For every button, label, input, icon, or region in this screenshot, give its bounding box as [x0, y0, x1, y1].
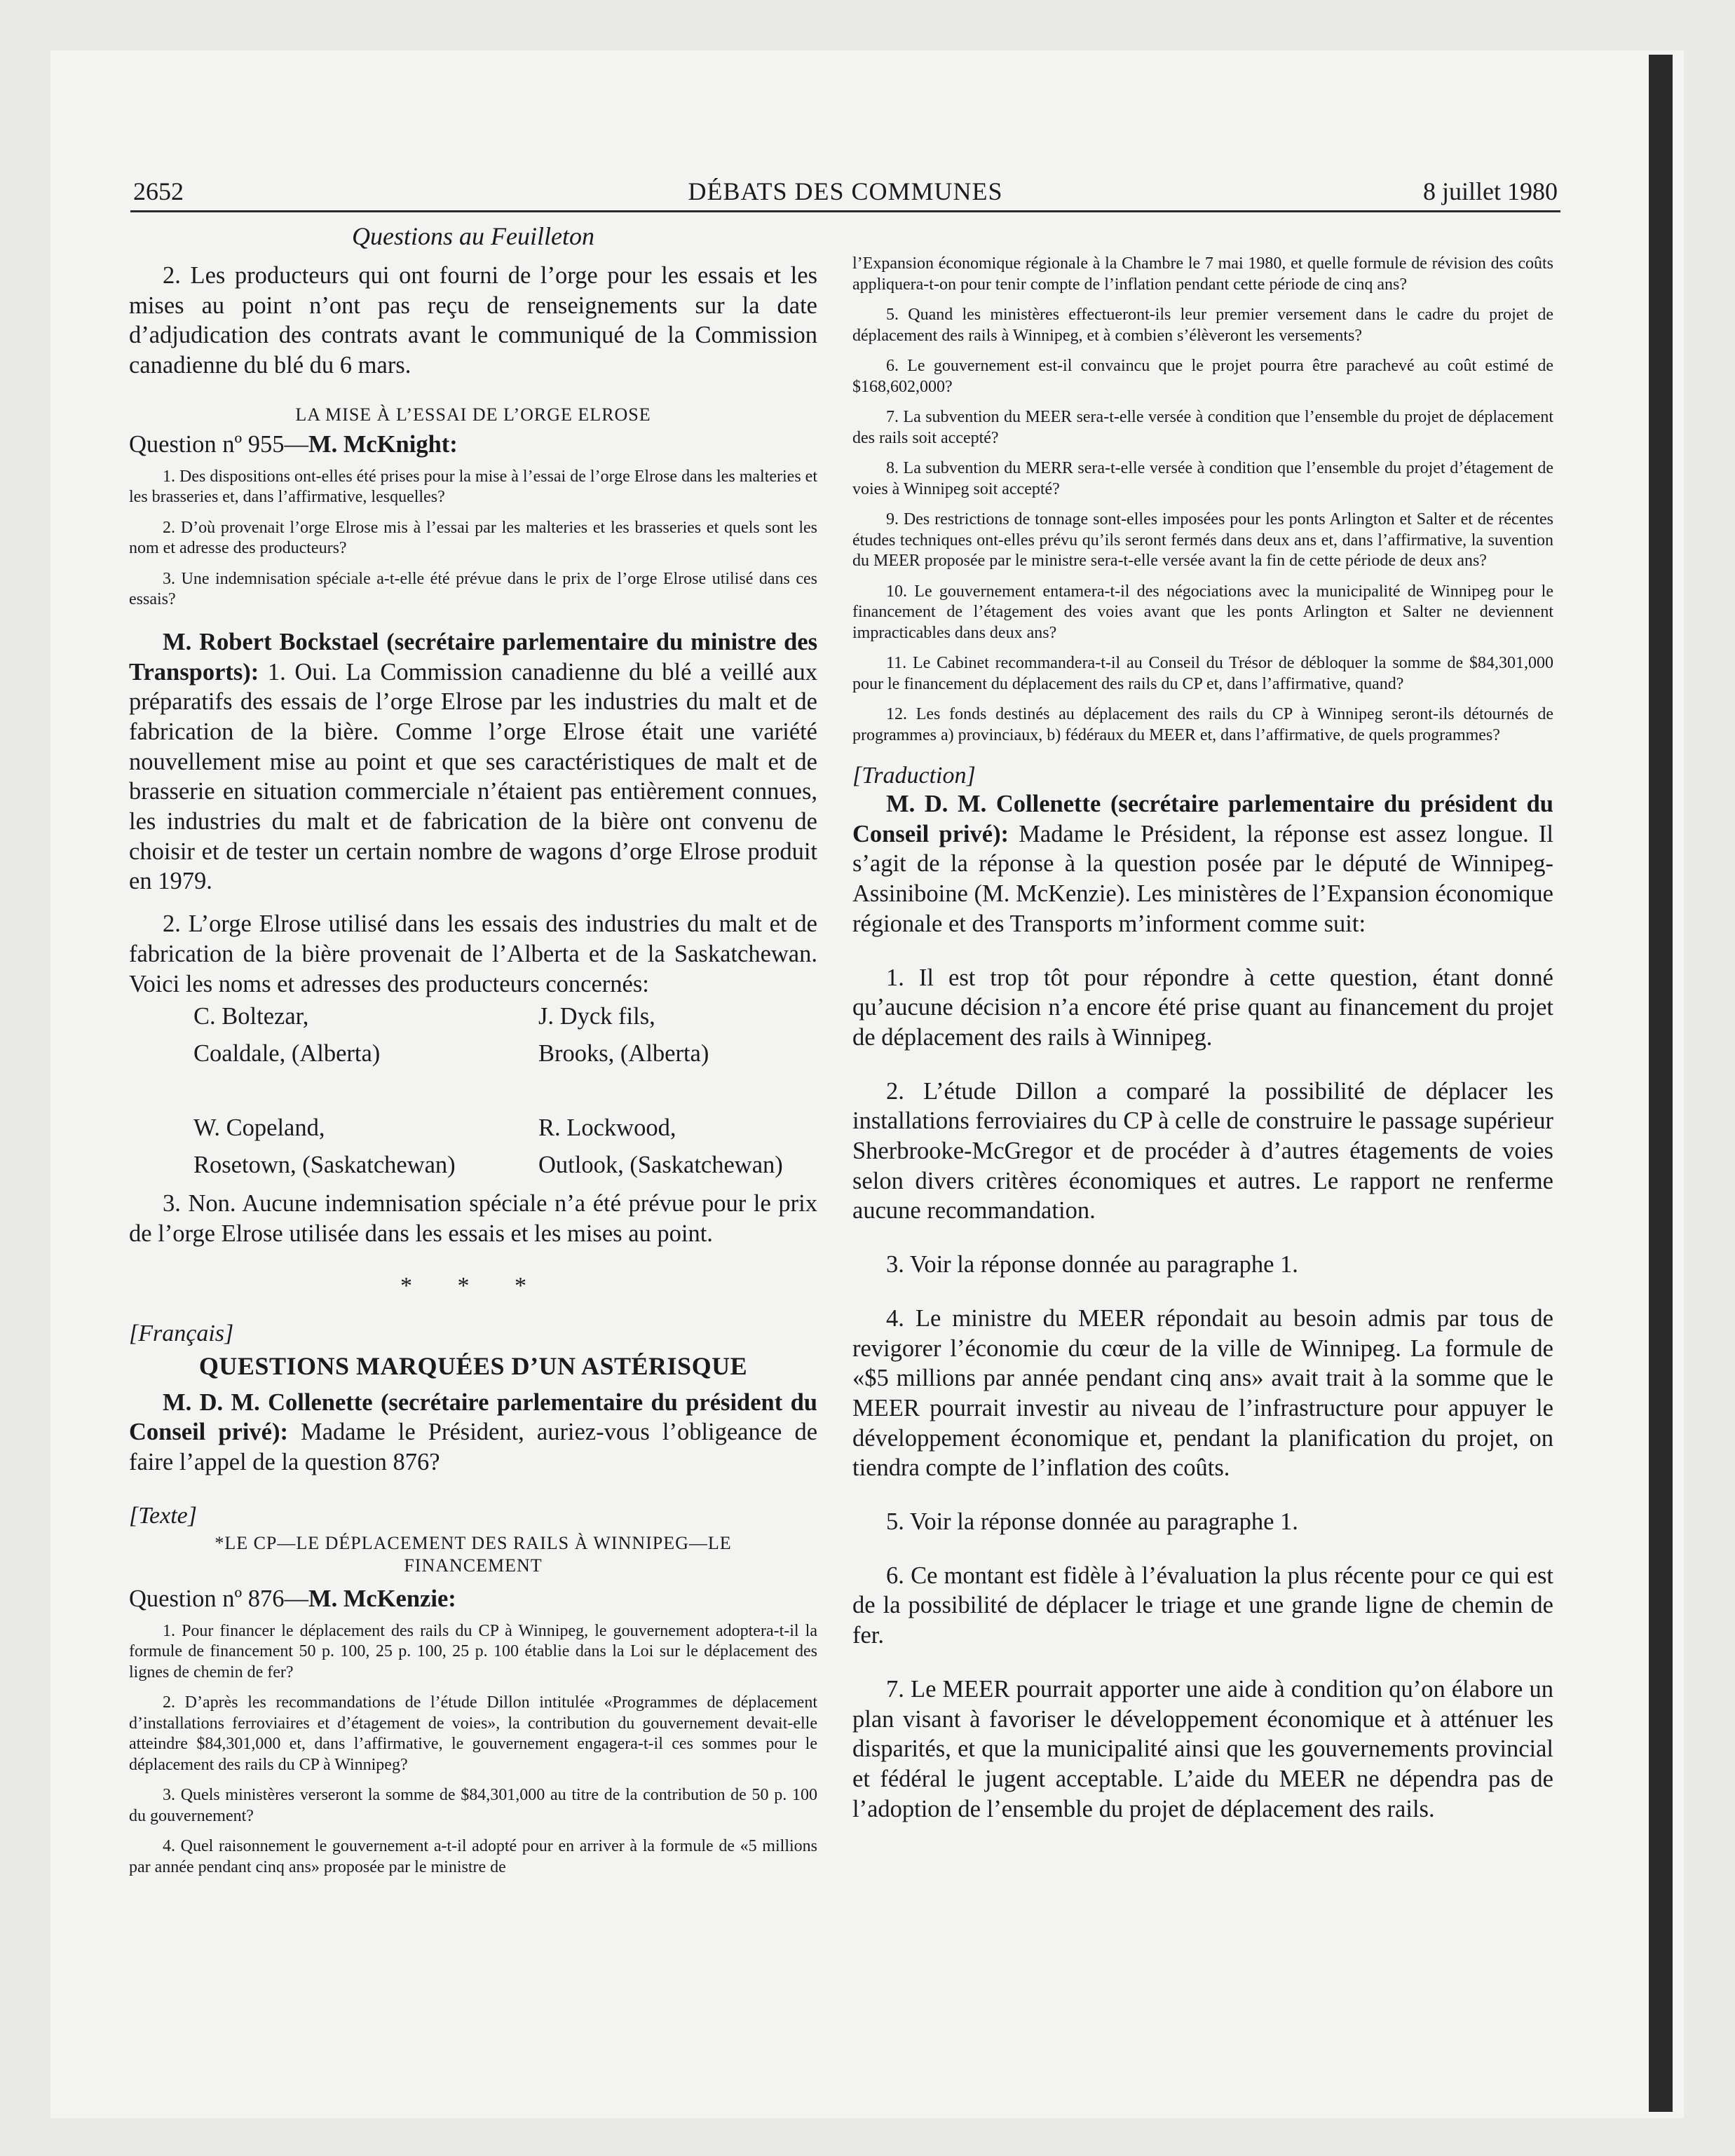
question-member: M. McKnight:: [308, 430, 458, 458]
q876-item: 6. Le gouvernement est-il convaincu que le projet pourra être parachevé au coût estimé de $168,602,000?: [852, 357, 1553, 396]
q955-question-line: [129, 431, 817, 458]
speech-text: Madame le Président, la réponse est assez longue. Il s’agit de la réponse à la question posée par le député de Winnipeg-Assiniboine (M. McKenzie). Les ministères de l’Expansion économique régionale et des Transports m’informent comme suit:: [852, 820, 1553, 937]
speaker-name: M. Robert Bockstael (secrétaire parlementaire du ministre des Transports):: [129, 628, 817, 685]
language-marker: [Traduction]: [852, 763, 976, 789]
speech-text: Madame le Président, auriez-vous l’obligeance de faire l’appel de la question 876?: [129, 1419, 818, 1476]
q955-item: 1. Des dispositions ont-elles été prises pour la mise à l’essai de l’orge Elrose dans les malteries et les brasseries et, dans l’affirmative, lesquelles?: [129, 467, 817, 507]
answer-paragraph: 6. Ce montant est fidèle à l’évaluation la plus récente pour ce qui est de la possibilité de déplacer le triage et une grande ligne de chemin de fer.: [852, 1562, 1553, 1649]
producers-table: [193, 1003, 783, 1189]
answer-paragraph: 5. Voir la réponse donnée au paragraphe 1.: [886, 1508, 1298, 1536]
question-label: Question nº 876—: [129, 1585, 309, 1612]
answer-paragraph: 3. Voir la réponse donnée au paragraphe 1.: [886, 1251, 1298, 1278]
question-label: Question nº 955—: [129, 430, 309, 458]
collenette-response: [852, 789, 1553, 939]
producer-name: R. Lockwood,: [538, 1114, 676, 1142]
scan-edge-bar: [1649, 55, 1673, 2112]
producer-location: Brooks, (Alberta): [538, 1040, 709, 1067]
right-column: [852, 254, 1553, 1824]
page-number: 2652: [133, 177, 184, 205]
bockstael-answer: [129, 627, 817, 896]
speaker-name: M. D. M. Collenette (secrétaire parlementaire du président du Conseil privé):: [852, 791, 1553, 847]
q876-item: 8. La subvention du MERR sera-t-elle versée à condition que l’ensemble du projet d’étagement de voies à Winnipeg soit accepté?: [852, 459, 1553, 498]
starred-questions-title: QUESTIONS MARQUÉES D’UN ASTÉRISQUE: [198, 1351, 748, 1380]
question-member: M. McKenzie:: [308, 1585, 456, 1612]
publication-title: DÉBATS DES COMMUNES: [688, 177, 1003, 205]
producer-name: J. Dyck fils,: [538, 1003, 655, 1030]
answer-paragraph: 4. Le ministre du MEER répondait au besoin admis par tous de revigorer l’économie du cœur de la ville de Winnipeg. La formule de «$5 millions par année pendant cinq ans» avait trait à la somme que le MEER pourrait investir au niveau de l’infrastructure pour appuyer le développement économique et, pendant la planification du projet, on tiendra compte de l’inflation des coûts.: [852, 1304, 1553, 1482]
answer-paragraph: 1. Il est trop tôt pour répondre à cette question, étant donné qu’aucune décision n’a encore été prise quant au financement du projet de déplacement des rails à Winnipeg.: [852, 964, 1553, 1051]
answer-2: 2. L’orge Elrose utilisé dans les essais des industries du malt et de fabrication de la bière provenait de l’Alberta et de la Saskatchewan. Voici les noms et adresses des producteurs concernés:: [129, 910, 817, 997]
left-column: [129, 221, 817, 1878]
answer-paragraph: 7. Le MEER pourrait apporter une aide à condition qu’on élabore un plan visant à favoriser le développement économique et à atténuer les disparités, et que la municipalité ainsi que les gouvernements provincial et fédéral le jugent acceptable. L’aide du MEER ne dépendra pas de l’adoption de l’ensemble du projet de déplacement des rails.: [852, 1675, 1553, 1822]
q876-question-line: [129, 1585, 817, 1613]
producer-location: Coaldale, (Alberta): [193, 1040, 381, 1067]
q876-item-continued: l’Expansion économique régionale à la Chambre le 7 mai 1980, et quelle formule de révision des coûts appliquera-t-on pour tenir compte de l’inflation pendant cette période de cinq ans?: [852, 254, 1553, 294]
q876-item: 3. Quels ministères verseront la somme de $84,301,000 au titre de la contribution de 50 p. 100 du gouvernement?: [129, 1786, 817, 1825]
table-row: [193, 1003, 783, 1040]
issue-date: 8 juillet 1980: [1423, 177, 1558, 205]
answer-3: 3. Non. Aucune indemnisation spéciale n’a été prévue pour le prix de l’orge Elrose utilisée dans les essais et les mises au point.: [129, 1190, 817, 1247]
q876-item: 5. Quand les ministères effectueront-ils leur premier versement dans le cadre du projet de déplacement des rails à Winnipeg, et à combien s’élèveront les versements?: [852, 306, 1553, 345]
table-row: [193, 1114, 783, 1152]
q876-item: 11. Le Cabinet recommandera-t-il au Conseil du Trésor de débloquer la somme de $84,301,000 pour le financement du déplacement des rails du CP et, dans l’affirmative, quand?: [852, 654, 1553, 693]
q876-heading: *LE CP—LE DÉPLACEMENT DES RAILS À WINNIPEG—LE FINANCEMENT: [215, 1532, 732, 1576]
collenette-request: [129, 1388, 817, 1478]
section-title: Questions au Feuilleton: [352, 222, 594, 250]
producer-location: Outlook, (Saskatchewan): [538, 1152, 783, 1179]
q876-item: 10. Le gouvernement entamera-t-il des négociations avec la municipalité de Winnipeg pour le financement de l’étagement des voies avant que les ponts Arlington et Salter ne deviennent impracticables dans deux ans?: [852, 582, 1553, 642]
table-row: [193, 1040, 783, 1077]
q955-item: 3. Une indemnisation spéciale a-t-elle été prévue dans le prix de l’orge Elrose utilisé dans ces essais?: [129, 569, 817, 609]
q876-item: 9. Des restrictions de tonnage sont-elles imposées pour les ponts Arlington et Salter et de récentes études techniques ont-elles prévu qu’ils seront fermés dans deux ans et, dans l’affirmative, la suvention du MEER proposée par le ministre sera-t-elle versée avant la fin de cette période de deux ans?: [852, 510, 1553, 570]
producer-name: C. Boltezar,: [193, 1003, 309, 1030]
q876-item: 4. Quel raisonnement le gouvernement a-t-il adopté pour en arriver à la formule de «5 millions par année pendant cinq ans» proposée par le ministre de: [129, 1837, 817, 1876]
speaker-name: M. D. M. Collenette (secrétaire parlementaire du président du Conseil privé):: [129, 1389, 817, 1446]
intro-paragraph: 2. Les producteurs qui ont fourni de l’orge pour les essais et les mises au point n’ont pas reçu de renseignements sur la date d’adjudication des contrats avant le communiqué de la Commission canadienne du blé du 6 mars.: [129, 262, 817, 379]
q876-item: 7. La subvention du MEER sera-t-elle versée à condition que l’ensemble du projet de déplacement des rails soit accepté?: [852, 408, 1553, 447]
language-marker: [Texte]: [129, 1502, 197, 1529]
table-row: [193, 1152, 783, 1189]
producer-name: W. Copeland,: [193, 1114, 325, 1142]
q955-item: 2. D’où provenait l’orge Elrose mis à l’essai par les malteries et les brasseries et quels sont les nom et adresse des producteurs?: [129, 518, 817, 558]
section-separator: * * *: [400, 1272, 546, 1299]
q876-item: 1. Pour financer le déplacement des rails du CP à Winnipeg, le gouvernement adoptera-t-il la formule de financement 50 p. 100, 25 p. 100, 25 p. 100 établie dans la Loi sur le déplacement des lignes de chemin de fer?: [129, 1621, 817, 1681]
answer-text: 1. Oui. La Commission canadienne du blé a veillé aux préparatifs des essais de l’orge Elrose par les industries du malt et de fabrication de la bière. Comme l’orge Elrose était une variété nouvellement mise au point et que ses caractéristiques de malt et de brasserie en situation commerciale n’étaient pas entièrement connues, les industries du malt et de fabrication de la bière ont convenu de choisir et de tester un certain nombre de wagons d’orge Elrose produit en 1979.: [129, 658, 817, 895]
answer-paragraph: 2. L’étude Dillon a comparé la possibilité de déplacer les installations ferroviaires du CP à celle de construire le passage supérieur Sherbrooke-McGregor et de procéder à d’autres étagements de voies selon divers critères économiques et autres. Le rapport ne renferme aucune recommandation.: [852, 1077, 1553, 1224]
q876-item: 12. Les fonds destinés au déplacement des rails du CP à Winnipeg seront-ils détournés de programmes a) provinciaux, b) fédéraux du MEER et, dans l’affirmative, de quels programmes?: [852, 705, 1553, 744]
language-marker: [Français]: [129, 1320, 234, 1346]
running-header: [130, 174, 1560, 212]
q955-heading: LA MISE À L’ESSAI DE L’ORGE ELROSE: [295, 404, 651, 425]
q876-item: 2. D’après les recommandations de l’étude Dillon intitulée «Programmes de déplacement d’installations ferroviaires et d’étagement de voies», la contribution du gouvernement devait-elle atteindre $84,301,000 et, dans l’affirmative, le gouvernement engagera-t-il ces sommes pour le déplacement des rails du CP à Winnipeg?: [129, 1693, 817, 1774]
producer-location: Rosetown, (Saskatchewan): [193, 1152, 456, 1179]
